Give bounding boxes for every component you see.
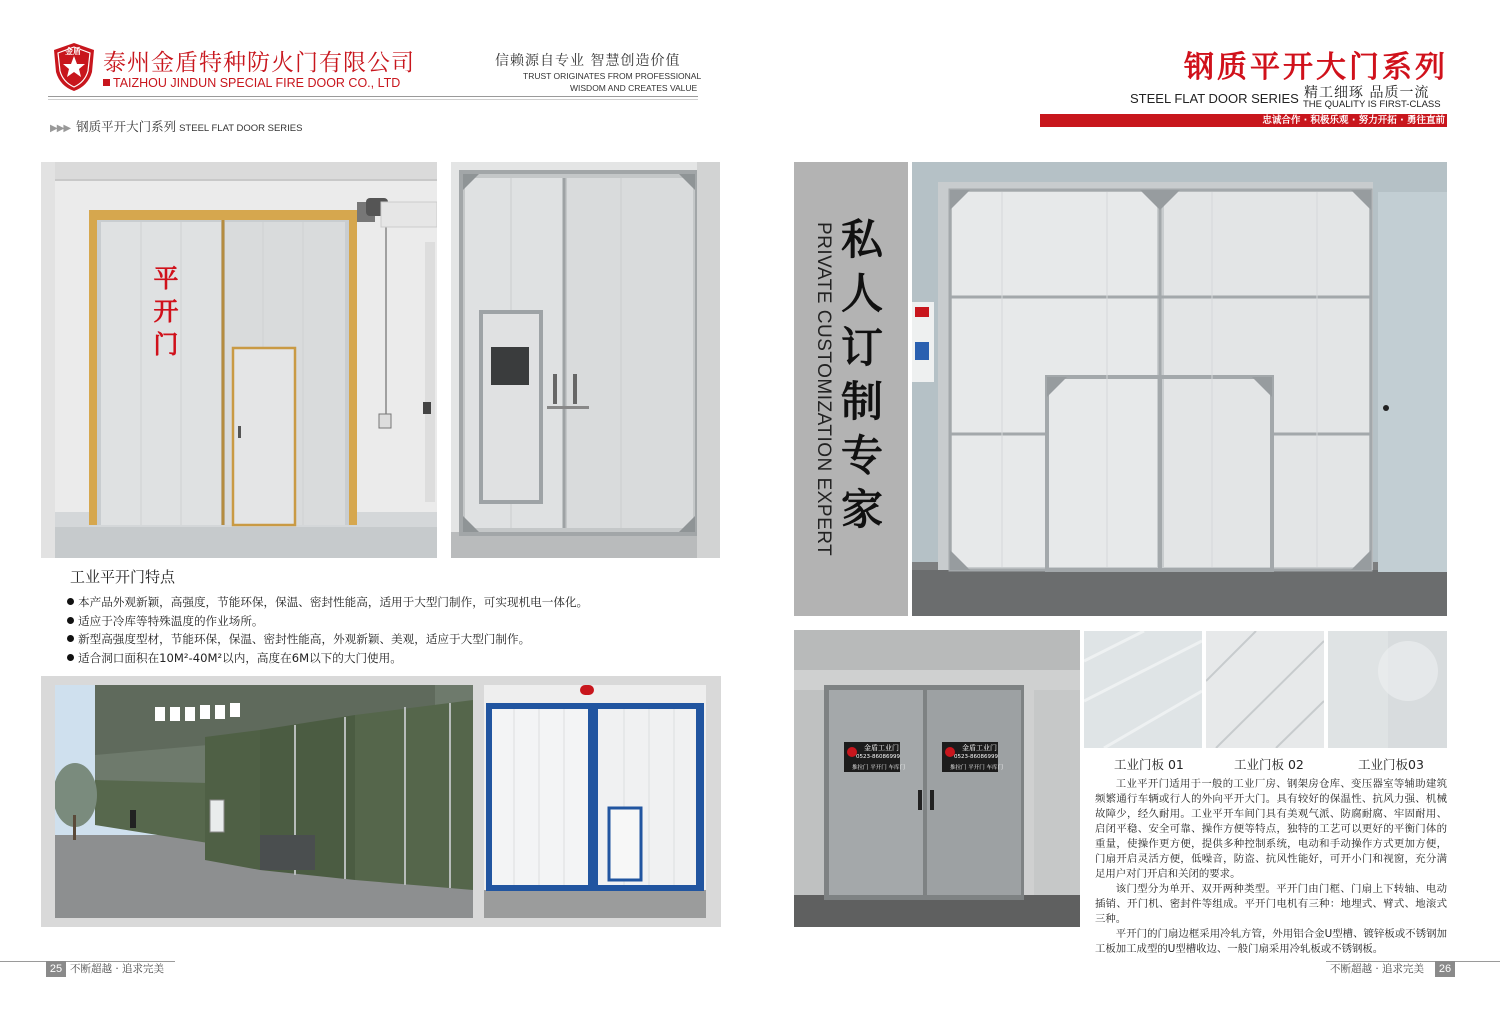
header-divider-thin [48, 99, 698, 100]
list-item [67, 649, 707, 668]
description-paragraph: 工业平开门适用于一般的工业厂房、钢架房仓库、变压器室等辅助建筑频繁通行车辆或行人的外向平开大门。具有较好的保温性、抗风力强、机械故障少，经久耐用。工业平开车间门具有美观气派、防腐耐腐、牢固耐用、启闭平稳、安全可靠、操作方便等特点，独特的工艺可以更好的平衡门体的重量，使操作更方便，提供多种控制系统，电动和手动操作方式更加方便，门扇开启灵活方便，低噪音，防盗、抗风性能好，可开小门和视窗，充分满足用户对门开启和关闭的要求。 [1095, 778, 1447, 880]
door-sign-1: 金盾工业门 [864, 744, 899, 752]
photo-door-with-window [451, 162, 720, 558]
list-item [67, 593, 707, 612]
slogan-en-line2: WISDOM AND CREATES VALUE [570, 83, 698, 93]
footer-motto-right: 不断超越 · 追求完美 [1330, 963, 1425, 975]
quality-cn: 精工细琢 品质一流 [1304, 85, 1430, 101]
photo-blue-frame-door [484, 685, 706, 918]
triple-arrow-icon: ▶▶▶ [50, 123, 71, 134]
feature-text: 适合洞口面积在10M²-40M²以内，高度在6M以下的大门使用。 [78, 650, 402, 665]
slogan-cn: 信赖源自专业 智慧创造价值 [495, 53, 681, 69]
door-sign-1-types: 推拉门 平开门 车库门 [852, 765, 905, 771]
logo-text: 金盾 [65, 47, 81, 56]
series-title: 钢质平开大门系列 [1184, 50, 1448, 85]
breadcrumb-cn: 钢质平开大门系列 [76, 119, 177, 134]
swatch-label-02: 工业门板 02 [1234, 757, 1304, 772]
company-logo [52, 42, 96, 92]
list-item [67, 630, 707, 649]
quality-en: THE QUALITY IS FIRST-CLASS [1303, 99, 1441, 110]
banner-text: 忠诚合作 · 积极乐观 · 努力开拓 · 勇往直前 [1262, 115, 1445, 126]
feature-text: 新型高强度型材，节能环保，保温、密封性能高，外观新颖、美观，适应于大型门制作。 [78, 632, 531, 647]
footer-motto-left: 不断超越 · 追求完美 [70, 963, 165, 975]
page-number-left: 25 [46, 961, 66, 977]
bullet-icon [67, 598, 74, 605]
list-item [67, 612, 707, 631]
description-paragraph: 该门型分为单开、双开两种类型。平开门由门框、门扇上下转轴、电动插销、开门机、密封件等组成。平开门电机有三种：地埋式、臂式、地滚式三种。 [1095, 883, 1447, 925]
swatch-panel-01 [1084, 631, 1202, 748]
company-name-en-text: TAIZHOU JINDUN SPECIAL FIRE DOOR CO., LTD [113, 76, 401, 90]
company-name-en [103, 76, 400, 90]
company-name-cn: 泰州金盾特种防火门有限公司 [103, 50, 415, 76]
photo-indoor-swing-door [41, 162, 437, 558]
bullet-icon [67, 654, 74, 661]
feature-text: 适应于冷库等特殊温度的作业场所。 [78, 613, 264, 628]
breadcrumb-en: STEEL FLAT DOOR SERIES [179, 123, 303, 134]
swatch-panel-02 [1206, 631, 1324, 748]
square-bullet-icon [103, 79, 110, 86]
photo-green-doors-building [55, 685, 473, 918]
header-divider [48, 96, 698, 97]
page-number-right: 26 [1435, 961, 1455, 977]
series-title-en: STEEL FLAT DOOR SERIES [1130, 91, 1299, 106]
door-sign-1-phone: 0523-86086999 [856, 754, 900, 760]
photo-stainless-door [794, 630, 1080, 927]
bullet-icon [67, 635, 74, 642]
photo-large-industrial-door [912, 162, 1447, 616]
feature-text: 本产品外观新颖，高强度，节能环保，保温、密封性能高，适用于大型门制作，可实现机电一体化。 [78, 595, 589, 609]
product-description [1095, 777, 1447, 957]
door-sign-2-types: 推拉门 平开门 车库门 [950, 765, 1003, 771]
private-customization-en: PRIVATE CUSTOMIZATION EXPERT [813, 222, 834, 557]
swatch-label-03: 工业门板03 [1358, 757, 1424, 772]
private-customization-cn: 私人订制专家 [840, 215, 883, 534]
features-list [67, 593, 707, 667]
swatch-label-01: 工业门板 01 [1114, 757, 1184, 772]
door-sign-2-phone: 0523-86086999 [954, 754, 998, 760]
breadcrumb [50, 117, 302, 135]
description-paragraph: 平开门的门扇边框采用冷轧方管，外用铝合金U型槽、镀锌板或不锈钢加工板加工成型的U型槽收边、一般门扇采用冷轧板或不锈钢板。 [1095, 928, 1447, 955]
photo-label-swing-door: 平开门 [153, 264, 179, 359]
features-title: 工业平开门特点 [70, 568, 176, 586]
door-sign-2: 金盾工业门 [962, 744, 997, 752]
slogan-en-line1: TRUST ORIGINATES FROM PROFESSIONAL [523, 71, 702, 81]
bullet-icon [67, 617, 74, 624]
swatch-panel-03 [1328, 631, 1447, 748]
